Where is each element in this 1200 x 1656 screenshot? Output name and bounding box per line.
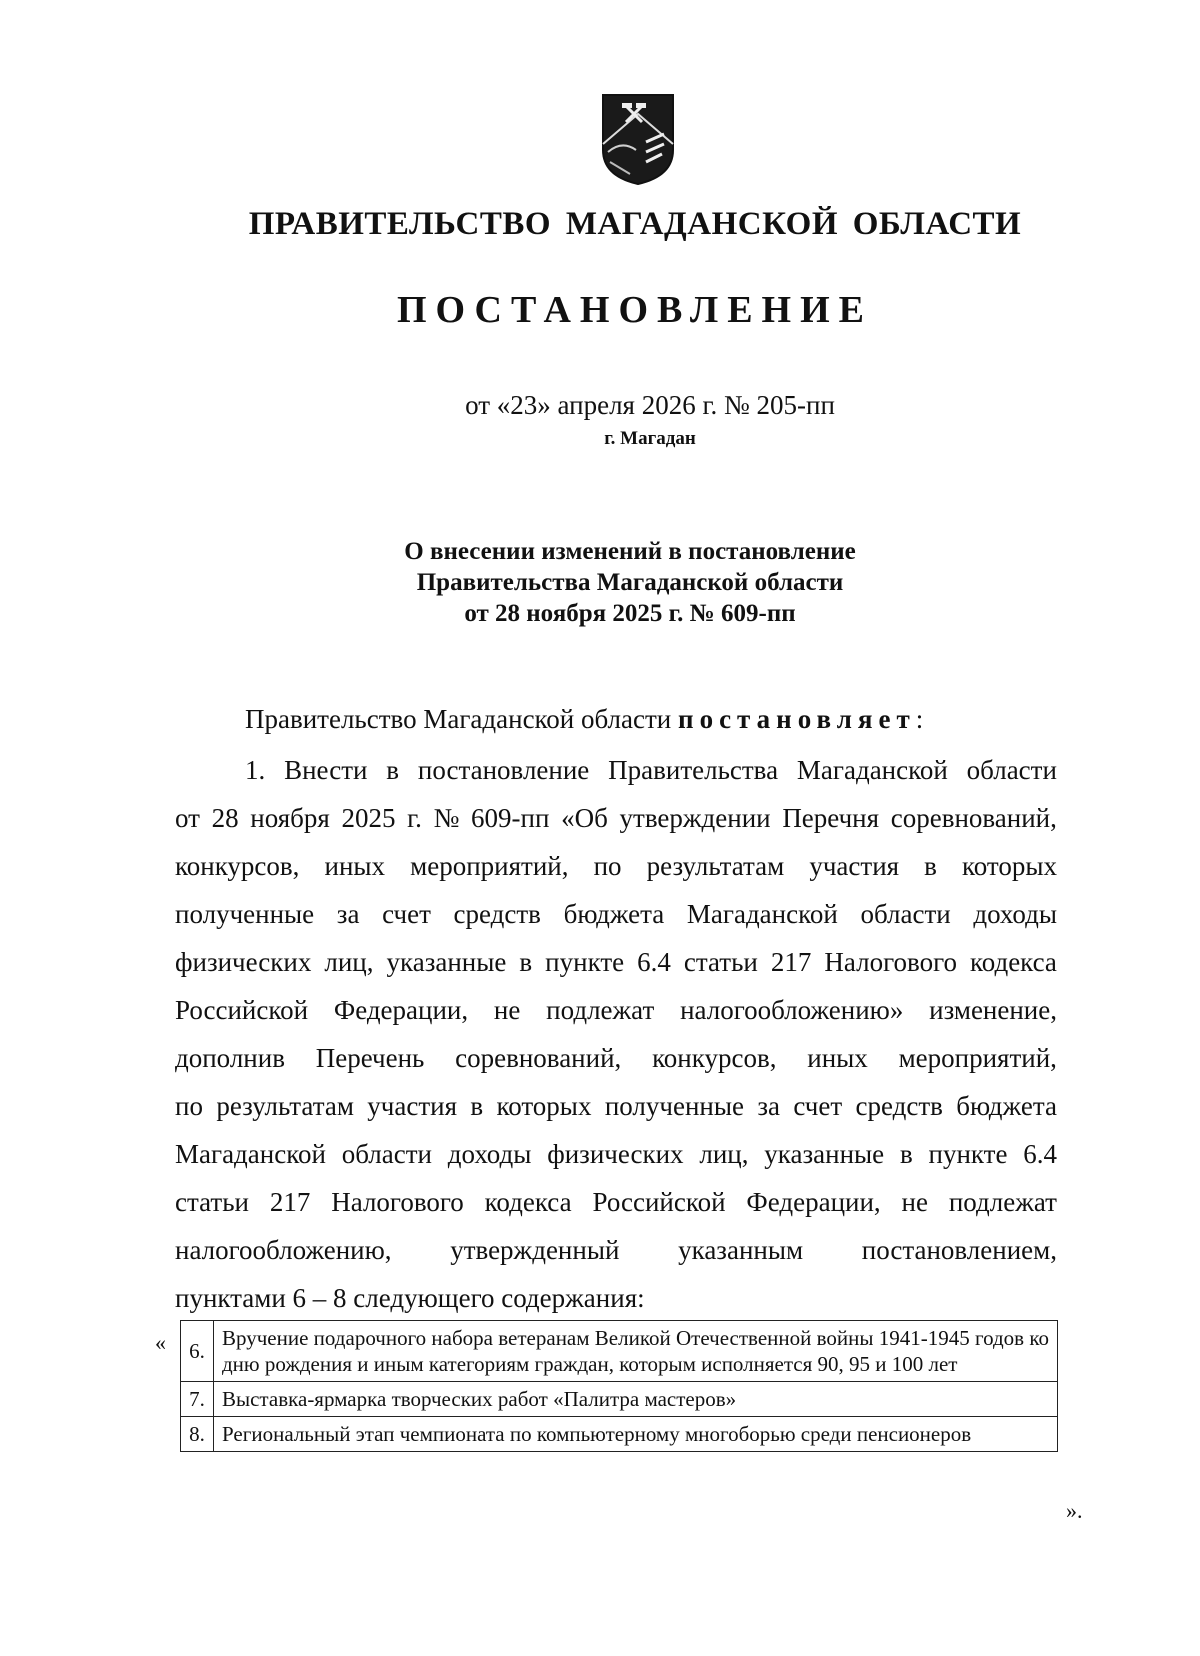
coat-of-arms-icon <box>600 92 676 186</box>
intro-verb: постановляет <box>678 704 916 734</box>
item-text: Региональный этап чемпионата по компьютерному многоборью среди пенсионеров <box>214 1417 1058 1452</box>
resolution-intro <box>245 704 923 735</box>
item-text: Выставка-ярмарка творческих работ «Палитра мастеров» <box>214 1382 1058 1417</box>
subject-line: от 28 ноября 2025 г. № 609-пп <box>464 600 796 627</box>
subject-line: О внесении изменений в постановление <box>404 538 856 565</box>
item-text: Вручение подарочного набора ветеранам Великой Отечественной войны 1941-1945 годов ко дню рождения и иным категориям граждан, которым исполняется 90, 95 и 100 лет <box>214 1321 1058 1382</box>
paragraph-line: полученные за счет средств бюджета Магаданской области доходы <box>175 899 1057 929</box>
paragraph-line: налогообложению, утвержденный указанным постановлением, <box>175 1235 1057 1265</box>
paragraph-line: 1. Внести в постановление Правительства Магаданской области <box>245 755 1057 785</box>
paragraph-line: по результатам участия в которых полученные за счет средств бюджета <box>175 1091 1057 1121</box>
paragraph-line: физических лиц, указанные в пункте 6.4 статьи 217 Налогового кодекса <box>175 947 1057 977</box>
subject-line: Правительства Магаданской области <box>416 569 844 596</box>
table-row <box>181 1417 1058 1452</box>
document-date-number: от «23» апреля 2026 г. № 205-пп <box>465 390 835 420</box>
table-row <box>181 1382 1058 1417</box>
government-title: ПРАВИТЕЛЬСТВО МАГАДАНСКОЙ ОБЛАСТИ <box>248 206 1022 242</box>
item-number: 8. <box>181 1417 214 1452</box>
paragraph-line: конкурсов, иных мероприятий, по результатам участия в которых <box>175 851 1057 881</box>
paragraph-line: от 28 ноября 2025 г. № 609-пп «Об утверждении Перечня соревнований, <box>175 803 1057 833</box>
document-type: ПОСТАНОВЛЕНИЕ <box>396 289 874 331</box>
paragraph-1 <box>175 746 1057 1322</box>
document-subject <box>0 536 1200 629</box>
paragraph-line: статьи 217 Налогового кодекса Российской Федерации, не подлежат <box>175 1187 1057 1217</box>
paragraph-line: дополнив Перечень соревнований, конкурсов, иных мероприятий, <box>175 1043 1057 1073</box>
table-row <box>181 1321 1058 1382</box>
quote-open: « <box>155 1330 166 1355</box>
item-number: 7. <box>181 1382 214 1417</box>
quote-close: ». <box>1066 1498 1083 1523</box>
intro-prefix: Правительство Магаданской области <box>245 704 672 734</box>
item-number: 6. <box>181 1321 214 1382</box>
intro-suffix: : <box>915 704 924 734</box>
items-table <box>180 1320 1058 1452</box>
document-city: г. Магадан <box>604 428 696 449</box>
paragraph-line: Магаданской области доходы физических лиц, указанные в пункте 6.4 <box>175 1139 1057 1169</box>
paragraph-line: пунктами 6 – 8 следующего содержания: <box>175 1283 645 1313</box>
paragraph-line: Российской Федерации, не подлежат налогообложению» изменение, <box>175 995 1057 1025</box>
